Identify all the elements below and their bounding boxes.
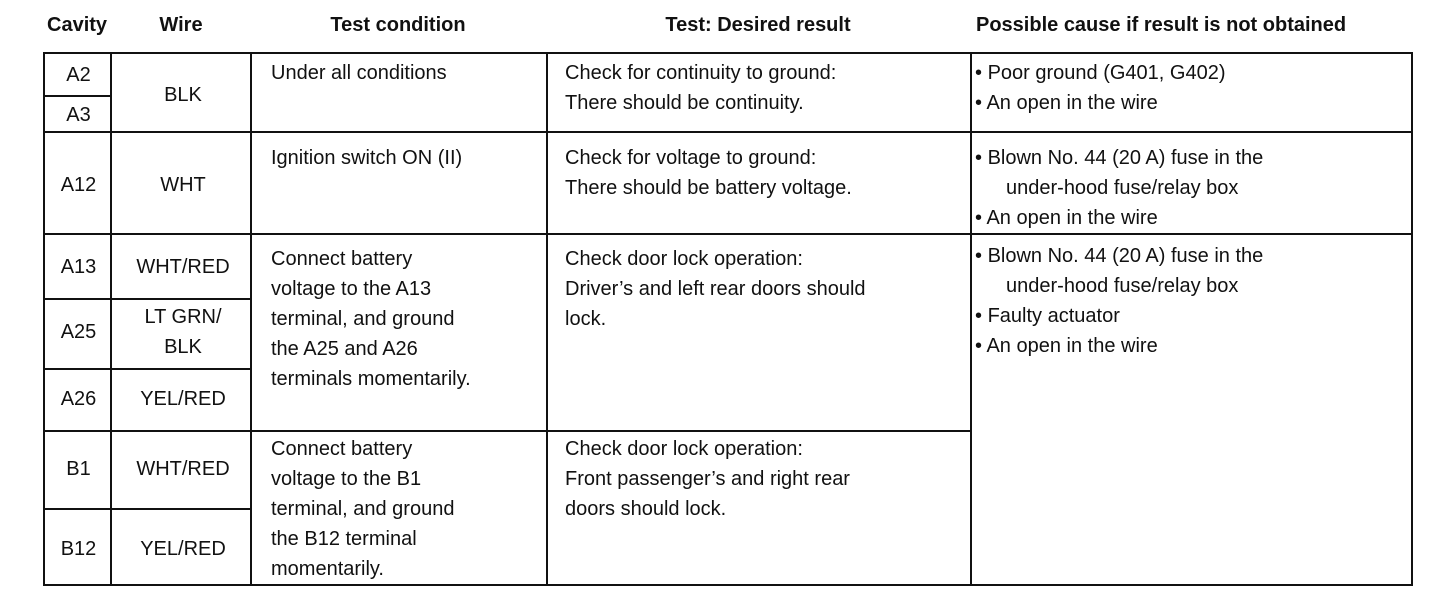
test-condition-2	[271, 143, 462, 173]
text-line: lock.	[565, 308, 607, 330]
text-line: terminal, and ground	[271, 308, 455, 330]
text-line: BLK	[164, 336, 202, 358]
text-line: Ignition switch ON (II)	[271, 147, 463, 169]
text-line: terminal, and ground	[271, 498, 455, 520]
cavity-b12: B12	[60, 538, 97, 560]
text-line: doors should lock.	[565, 498, 727, 520]
wire-lt-grn-blk	[114, 302, 252, 362]
cause-item: • An open in the wire	[975, 203, 1263, 233]
text-line: terminals momentarily.	[271, 368, 471, 390]
cavity-a13: A13	[60, 256, 97, 278]
text-line: voltage to the A13	[271, 278, 432, 300]
possible-cause-1	[975, 58, 1225, 118]
divider-b1-b12	[45, 508, 252, 510]
text-line: voltage to the B1	[271, 468, 422, 490]
cause-item: • Blown No. 44 (20 A) fuse in the	[975, 143, 1263, 173]
text-line: Check door lock operation:	[565, 248, 803, 270]
cause-item: • Blown No. 44 (20 A) fuse in the	[975, 241, 1263, 271]
text-line: Check door lock operation:	[565, 438, 803, 460]
header-desired-result: Test: Desired result	[665, 14, 851, 36]
wiring-test-table	[43, 52, 1413, 586]
possible-cause-3	[975, 241, 1263, 361]
wire-yel-red-b12: YEL/RED	[140, 538, 226, 560]
divider-result-cause	[970, 54, 972, 584]
wire-wht-red-b1: WHT/RED	[136, 458, 230, 480]
header-possible-cause: Possible cause if result is not obtained	[976, 14, 1347, 36]
text-line: Check for continuity to ground:	[565, 62, 837, 84]
wire-yel-red: YEL/RED	[140, 388, 226, 410]
header-cavity: Cavity	[47, 14, 108, 36]
desired-result-3	[565, 244, 866, 334]
cause-item-continued: under-hood fuse/relay box	[1006, 275, 1239, 297]
text-line: momentarily.	[271, 558, 384, 580]
text-line: the B12 terminal	[271, 528, 417, 550]
header-wire: Wire	[159, 14, 203, 36]
divider-group-1	[45, 131, 1411, 133]
header-test-condition: Test condition	[330, 14, 466, 36]
text-line: Connect battery	[271, 248, 413, 270]
cavity-b1: B1	[66, 458, 91, 480]
divider-a2-a3	[45, 95, 112, 97]
cavity-a12: A12	[60, 174, 97, 196]
wire-blk: BLK	[164, 84, 202, 106]
divider-group-2	[45, 233, 1411, 235]
test-condition-3	[271, 244, 471, 394]
text-line: Driver’s and left rear doors should	[565, 278, 866, 300]
test-condition-1	[271, 58, 447, 88]
cavity-a26: A26	[60, 388, 97, 410]
text-line: Check for voltage to ground:	[565, 147, 817, 169]
wire-wht-red: WHT/RED	[136, 256, 230, 278]
cause-item: • Poor ground (G401, G402)	[975, 58, 1225, 88]
desired-result-2	[565, 143, 852, 203]
possible-cause-2	[975, 143, 1263, 233]
text-line: Front passenger’s and right rear	[565, 468, 850, 490]
desired-result-1	[565, 58, 836, 118]
cause-item: • Faulty actuator	[975, 301, 1263, 331]
cause-item: • An open in the wire	[975, 331, 1263, 361]
divider-test-result	[546, 54, 548, 584]
divider-group-3	[45, 430, 972, 432]
wire-wht: WHT	[160, 174, 206, 196]
text-line: There should be continuity.	[565, 92, 804, 114]
text-line: the A25 and A26	[271, 338, 418, 360]
cavity-a25: A25	[60, 321, 97, 343]
cavity-a2: A2	[66, 64, 91, 86]
cause-item-continued: under-hood fuse/relay box	[1006, 177, 1239, 199]
divider-a13-a25	[45, 298, 252, 300]
text-line: There should be battery voltage.	[565, 177, 852, 199]
test-condition-4	[271, 434, 454, 584]
cavity-a3: A3	[66, 104, 91, 126]
text-line: LT GRN/	[144, 306, 222, 328]
text-line: Connect battery	[271, 438, 413, 460]
cause-item: • An open in the wire	[975, 88, 1225, 118]
divider-a25-a26	[45, 368, 252, 370]
desired-result-4	[565, 434, 850, 524]
text-line: Under all conditions	[271, 62, 447, 84]
